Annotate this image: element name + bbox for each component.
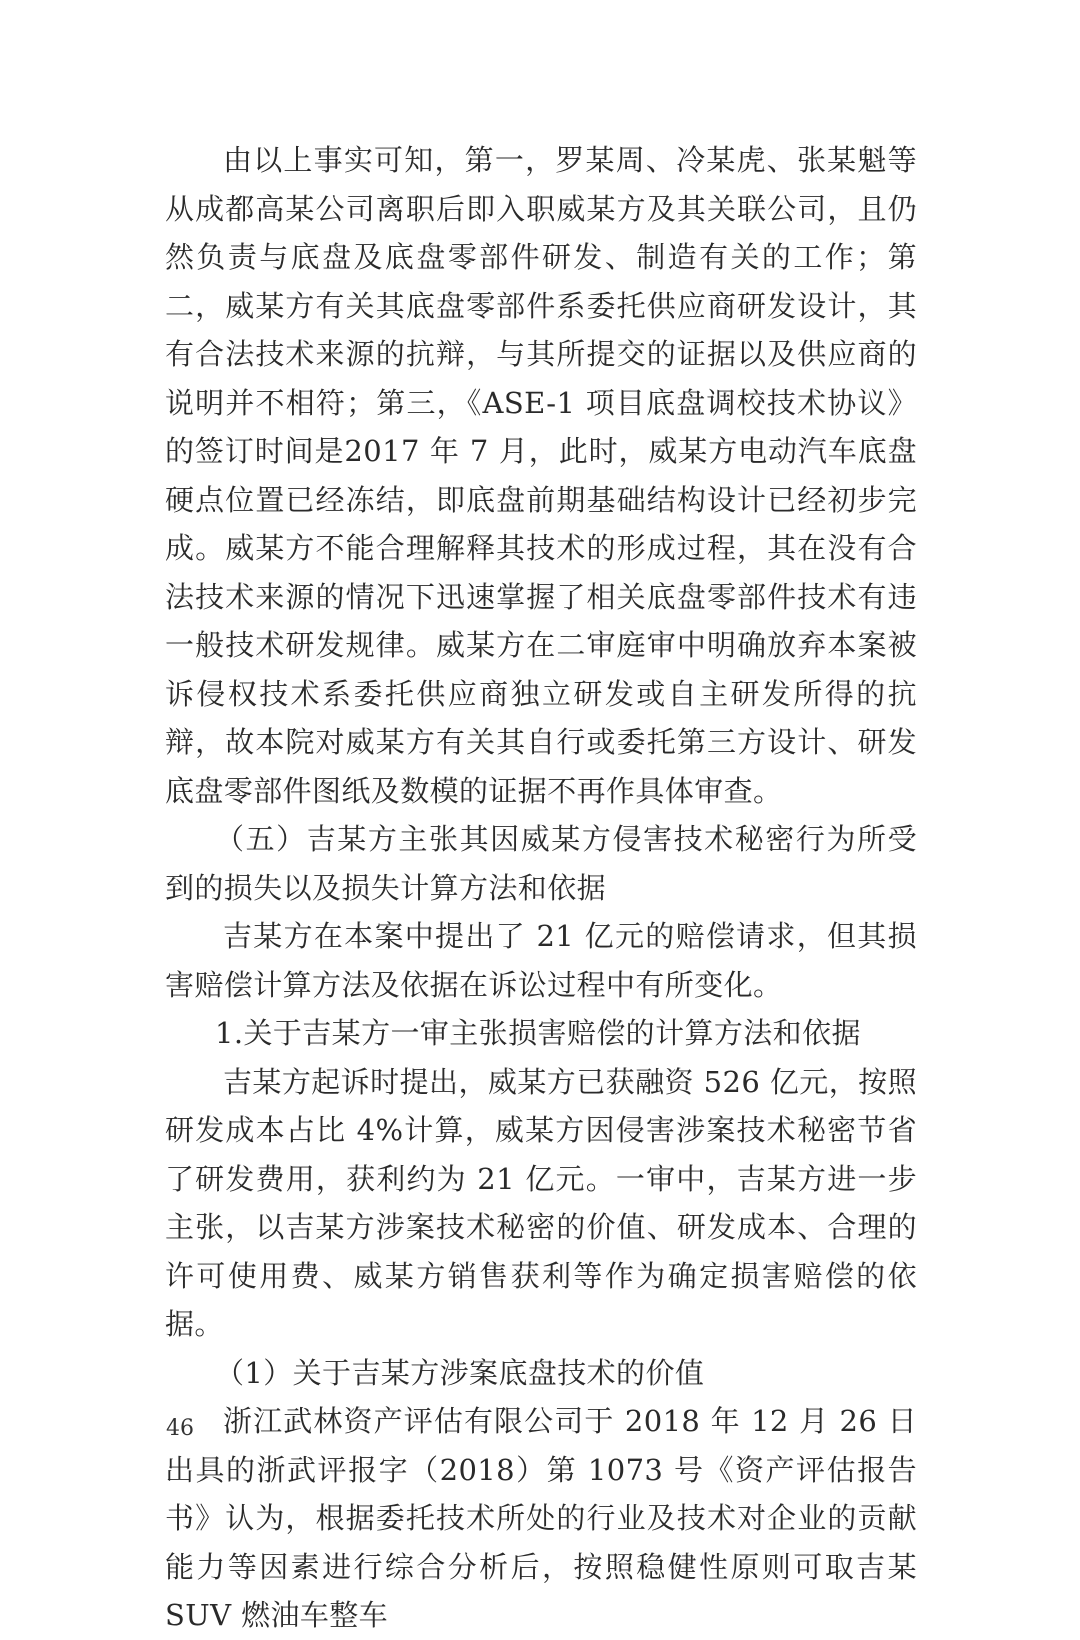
section-heading-losses: （五）吉某方主张其因威某方侵害技术秘密行为所受到的损失以及损失计算方法和依据	[165, 822, 917, 905]
paragraph-appraisal-report: 浙江武林资产评估有限公司于 2018 年 12 月 26 日出具的浙武评报字（2018）第 1073 号《资产评估报告书》认为，根据委托技术所处的行业及技术对企业的贡献能力等因素进行综合分析后，按照稳健性原则可取吉某 SUV 燃油车整车	[165, 1404, 917, 1632]
document-body	[165, 136, 917, 1640]
subheading-first-instance-basis: 1.关于吉某方一审主张损害赔偿的计算方法和依据	[215, 1016, 861, 1050]
paragraph-facts-summary: 由以上事实可知，第一，罗某周、冷某虎、张某魁等从成都高某公司离职后即入职威某方及其关联公司，且仍然负责与底盘及底盘零部件研发、制造有关的工作；第二，威某方有关其底盘零部件系委托供应商研发设计，其有合法技术来源的抗辩，与其所提交的证据以及供应商的说明并不相符；第三，《ASE-1 项目底盘调校技术协议》的签订时间是2017 年 7 月，此时，威某方电动汽车底盘硬点位置已经冻结，即底盘前期基础结构设计已经初步完成。威某方不能合理解释其技术的形成过程，其在没有合法技术来源的情况下迅速掌握了相关底盘零部件技术有违一般技术研发规律。威某方在二审庭审中明确放弃本案被诉侵权技术系委托供应商独立研发或自主研发所得的抗辩，故本院对威某方有关其自行或委托第三方设计、研发底盘零部件图纸及数模的证据不再作具体审查。	[165, 143, 917, 808]
subheading-chassis-value: （1）关于吉某方涉案底盘技术的价值	[215, 1355, 705, 1390]
page-number: 46	[166, 1416, 194, 1441]
paragraph-calculation-basis: 吉某方起诉时提出，威某方已获融资 526 亿元，按照研发成本占比 4%计算，威某方因侵害涉案技术秘密节省了研发费用，获利约为 21 亿元。一审中，吉某方进一步主张，以吉某方涉案技术秘密的价值、研发成本、合理的许可使用费、威某方销售获利等作为确定损害赔偿的依据。	[165, 1064, 917, 1341]
paragraph-compensation-claim: 吉某方在本案中提出了 21 亿元的赔偿请求，但其损害赔偿计算方法及依据在诉讼过程中有所变化。	[165, 919, 917, 1002]
